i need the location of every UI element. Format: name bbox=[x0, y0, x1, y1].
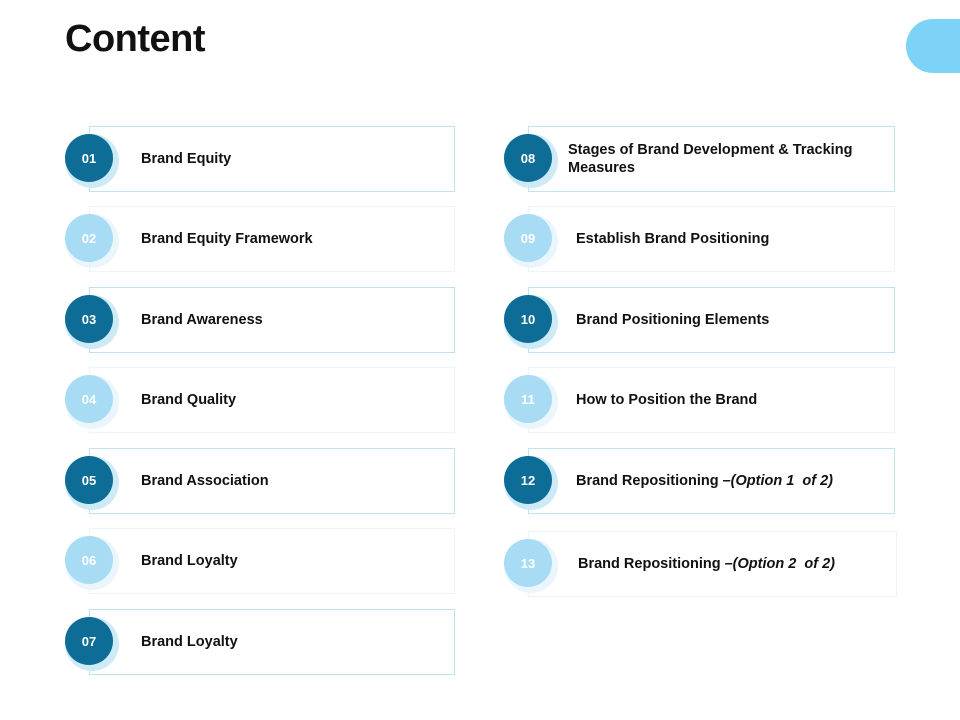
item-number-badge: 04 bbox=[65, 375, 113, 423]
item-number-badge: 11 bbox=[504, 375, 552, 423]
item-number-badge: 05 bbox=[65, 456, 113, 504]
page-title: Content bbox=[65, 18, 206, 60]
item-label bbox=[576, 287, 871, 353]
item-label-text: Brand Equity bbox=[141, 151, 232, 167]
item-label-text: Brand Association bbox=[141, 473, 269, 489]
item-label bbox=[141, 126, 431, 192]
item-number-badge: 12 bbox=[504, 456, 552, 504]
item-label bbox=[141, 206, 431, 272]
item-number-badge: 09 bbox=[504, 214, 552, 262]
item-label-text: Stages of Brand Development & Tracking Measures bbox=[568, 142, 853, 176]
item-label bbox=[576, 206, 871, 272]
content-item-02[interactable] bbox=[65, 206, 455, 272]
item-label bbox=[141, 287, 431, 353]
item-label bbox=[141, 609, 431, 675]
item-number-badge: 06 bbox=[65, 536, 113, 584]
item-label-text: Brand Equity Framework bbox=[141, 231, 313, 247]
item-label-suffix: (Option 1 of 2) bbox=[730, 473, 833, 489]
item-number-badge: 07 bbox=[65, 617, 113, 665]
content-item-01[interactable] bbox=[65, 126, 455, 192]
item-number-badge: 08 bbox=[504, 134, 552, 182]
item-label-text: Brand Repositioning – bbox=[578, 556, 733, 572]
corner-accent-shape bbox=[906, 19, 960, 73]
item-label-text: Brand Repositioning – bbox=[576, 473, 731, 489]
item-label bbox=[576, 448, 871, 514]
item-number-badge: 13 bbox=[504, 539, 552, 587]
content-item-09[interactable] bbox=[504, 206, 895, 272]
content-item-03[interactable] bbox=[65, 287, 455, 353]
content-item-06[interactable] bbox=[65, 528, 455, 594]
item-label-text: Brand Awareness bbox=[141, 312, 263, 328]
content-item-12[interactable] bbox=[504, 448, 895, 514]
item-label-text: Brand Loyalty bbox=[141, 553, 238, 569]
content-item-04[interactable] bbox=[65, 367, 455, 433]
item-label-text: Brand Positioning Elements bbox=[576, 312, 770, 328]
item-number-badge: 03 bbox=[65, 295, 113, 343]
item-number-badge: 02 bbox=[65, 214, 113, 262]
content-item-08[interactable] bbox=[504, 126, 895, 192]
content-item-10[interactable] bbox=[504, 287, 895, 353]
content-item-11[interactable] bbox=[504, 367, 895, 433]
content-item-05[interactable] bbox=[65, 448, 455, 514]
content-item-07[interactable] bbox=[65, 609, 455, 675]
item-label-text: Brand Loyalty bbox=[141, 634, 238, 650]
item-label bbox=[141, 448, 431, 514]
item-number-badge: 10 bbox=[504, 295, 552, 343]
item-label bbox=[141, 367, 431, 433]
item-label-text: How to Position the Brand bbox=[576, 392, 758, 408]
item-label bbox=[568, 126, 875, 192]
item-label bbox=[141, 528, 431, 594]
content-item-13[interactable] bbox=[504, 531, 897, 597]
item-label bbox=[578, 531, 873, 597]
item-label-suffix: (Option 2 of 2) bbox=[732, 556, 835, 572]
item-label bbox=[576, 367, 871, 433]
item-label-text: Brand Quality bbox=[141, 392, 237, 408]
item-label-text: Establish Brand Positioning bbox=[576, 231, 770, 247]
item-number-badge: 01 bbox=[65, 134, 113, 182]
